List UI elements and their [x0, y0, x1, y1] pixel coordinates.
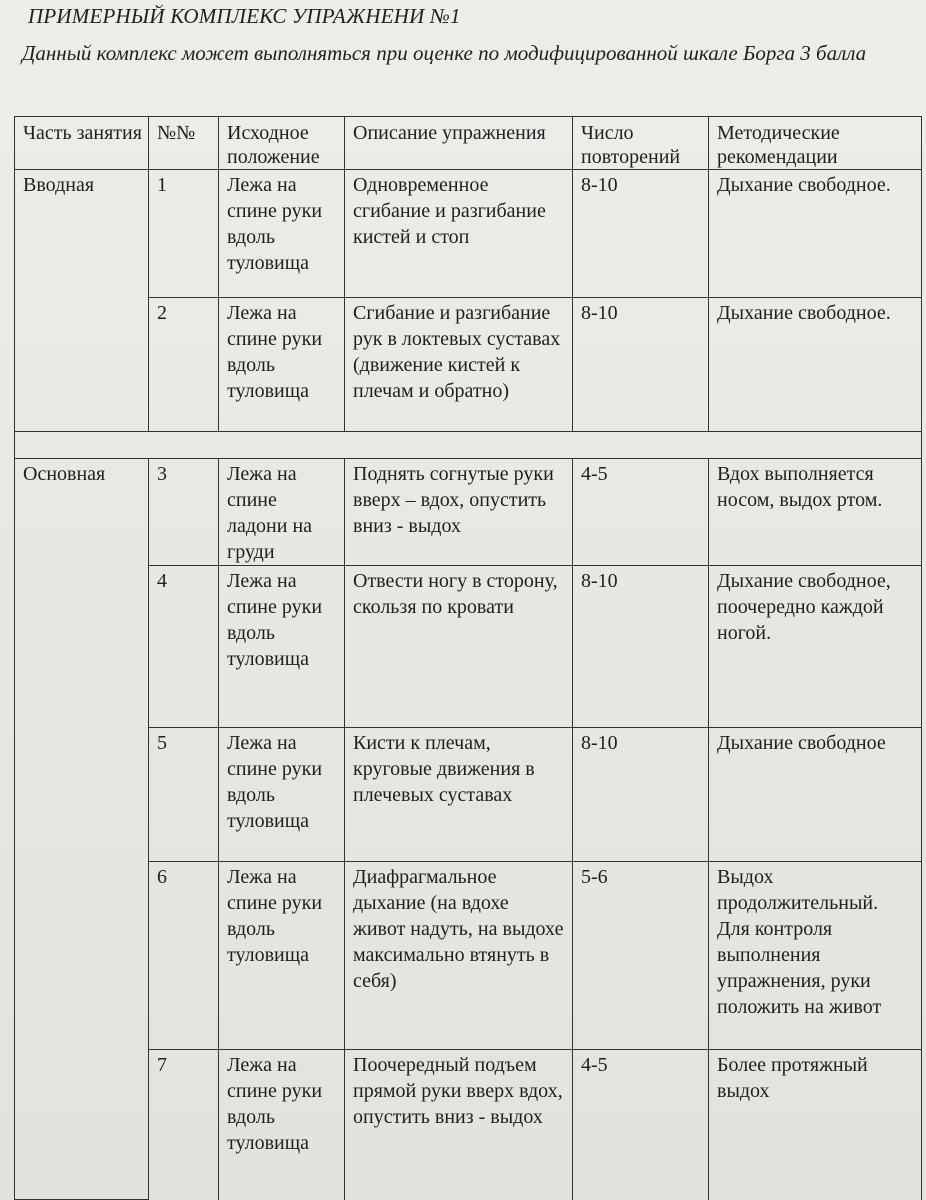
exercise-position: Лежа на спине руки вдоль туловища: [219, 170, 345, 298]
exercise-repetitions: 8-10: [573, 728, 709, 862]
exercise-number: 4: [149, 566, 219, 728]
section-name: Вводная: [15, 170, 149, 432]
exercise-description: Поднять согнутые руки вверх – вдох, опустить вниз - выдох: [345, 459, 573, 566]
exercise-repetitions: 4-5: [573, 1050, 709, 1200]
header-repetitions: Число повторений: [573, 117, 709, 170]
exercise-description: Отвести ногу в сторону, скользя по кровати: [345, 566, 573, 728]
document-title: ПРИМЕРНЫЙ КОМПЛЕКС УПРАЖНЕНИ №1: [28, 4, 461, 28]
exercise-recommendation: Выдох продолжительный. Для контроля выполнения упражнения, руки положить на живот: [709, 862, 922, 1050]
exercise-recommendation: Дыхание свободное: [709, 728, 922, 862]
exercise-position: Лежа на спине ладони на груди: [219, 459, 345, 566]
header-recommendations: Методические рекомендации: [709, 117, 922, 170]
exercise-number: 7: [149, 1050, 219, 1200]
exercise-repetitions: 8-10: [573, 566, 709, 728]
exercise-number: 6: [149, 862, 219, 1050]
exercise-number: 2: [149, 298, 219, 432]
exercise-description: Поочередный подъем прямой руки вверх вдох, опустить вниз - выдох: [345, 1050, 573, 1200]
exercise-position: Лежа на спине руки вдоль туловища: [219, 1050, 345, 1200]
exercise-recommendation: Дыхание свободное.: [709, 170, 922, 298]
exercise-number: 1: [149, 170, 219, 298]
table-row: [15, 862, 922, 1050]
table-row: [15, 728, 922, 862]
exercise-repetitions: 8-10: [573, 170, 709, 298]
header-part: Часть занятия: [15, 117, 149, 170]
exercise-description: Кисти к плечам, круговые движения в плечевых суставах: [345, 728, 573, 862]
exercise-recommendation: Дыхание свободное.: [709, 298, 922, 432]
document-subtitle: Данный комплекс может выполняться при оценке по модифицированной шкале Борга 3 балла: [22, 41, 867, 65]
section-divider-cell: [15, 432, 922, 459]
exercise-repetitions: 8-10: [573, 298, 709, 432]
exercise-position: Лежа на спине руки вдоль туловища: [219, 298, 345, 432]
exercise-table: [14, 116, 922, 1200]
exercise-recommendation: Более протяжный выдох: [709, 1050, 922, 1200]
section-divider: [15, 432, 922, 459]
exercise-position: Лежа на спине руки вдоль туловища: [219, 728, 345, 862]
header-description: Описание упражнения: [345, 117, 573, 170]
exercise-recommendation: Вдох выполняется носом, выдох ртом.: [709, 459, 922, 566]
table-header-row: [15, 117, 922, 170]
header-position: Исходное положение: [219, 117, 345, 170]
table-row: [15, 298, 922, 432]
exercise-recommendation: Дыхание свободное, поочередно каждой ногой.: [709, 566, 922, 728]
table-row: [15, 459, 922, 566]
section-name: Основная: [15, 459, 149, 1200]
table-row: [15, 170, 922, 298]
exercise-repetitions: 5-6: [573, 862, 709, 1050]
exercise-position: Лежа на спине руки вдоль туловища: [219, 862, 345, 1050]
table-row: [15, 1050, 922, 1200]
exercise-repetitions: 4-5: [573, 459, 709, 566]
exercise-number: 3: [149, 459, 219, 566]
table-row: [15, 566, 922, 728]
exercise-number: 5: [149, 728, 219, 862]
exercise-position: Лежа на спине руки вдоль туловища: [219, 566, 345, 728]
header-num: №№: [149, 117, 219, 170]
exercise-description: Сгибание и разгибание рук в локтевых суставах (движение кистей к плечам и обратно): [345, 298, 573, 432]
exercise-description: Диафрагмальное дыхание (на вдохе живот надуть, на выдохе максимально втянуть в себя): [345, 862, 573, 1050]
exercise-description: Одновременное сгибание и разгибание кистей и стоп: [345, 170, 573, 298]
